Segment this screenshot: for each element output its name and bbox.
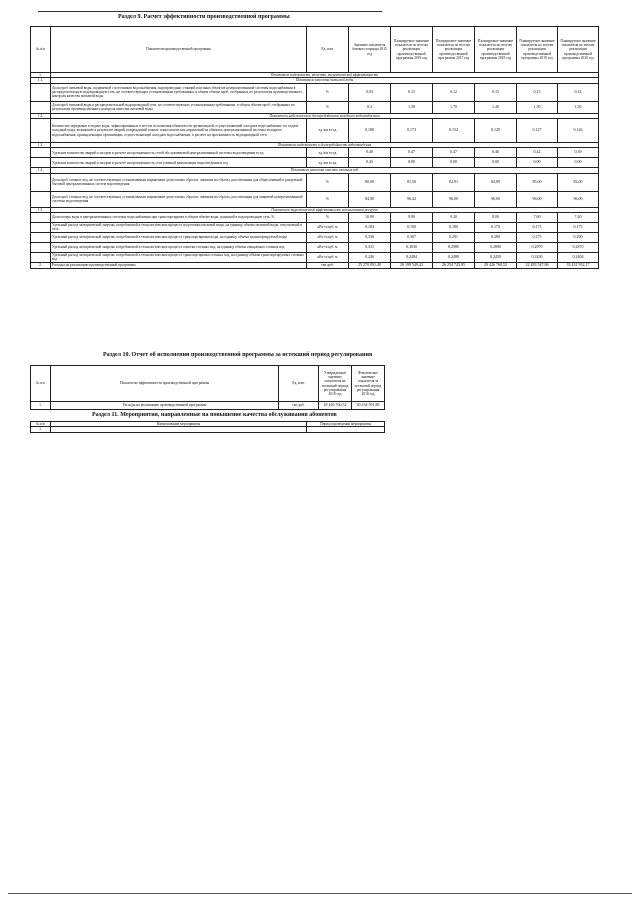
value-cell: 33 431 932,17	[558, 262, 599, 268]
group-heading: Показатели качества питьевой воды	[51, 78, 599, 83]
row-number	[31, 232, 51, 242]
value-cell: 1,30	[517, 101, 558, 113]
row-number: 1.1.	[31, 78, 51, 83]
efficiency-table	[30, 26, 599, 269]
row-number	[31, 118, 51, 142]
indicator-name: Удельное количество аварий и засоров в расчете на протяженность сети уличной канализации водоотведения в год	[51, 158, 307, 168]
table-row	[31, 222, 599, 232]
value-cell: 0,173	[391, 118, 433, 142]
value-cell: 1,30	[558, 101, 599, 113]
indicator-name: Удельный расход электрической энергии, потребляемой в технологическом процессе транспортировки сточных вод, на единицу объема транспортируемых сточных вод	[51, 252, 307, 262]
column-header: Наименование мероприятия	[51, 422, 307, 427]
section-11-title: Раздел 11. Мероприятия, направленные на повышение качества обслуживания абонентов	[92, 412, 337, 418]
value-cell: 1,70	[433, 101, 475, 113]
value-cell: 0,15	[475, 83, 517, 101]
table-row	[31, 252, 599, 262]
value-cell: 7,40	[558, 212, 599, 222]
value-cell: 0,39	[558, 148, 599, 158]
column-header: Планируемое значение показателя по итогам реализации производственной программы 2019 год	[517, 27, 558, 73]
value-cell: 0,2970	[517, 242, 558, 252]
value-cell: 26 199 549,42	[391, 262, 433, 268]
row-number	[31, 101, 51, 113]
unit-cell: кВт×ч/куб. м	[307, 222, 349, 232]
value-cell: 0,00	[558, 158, 599, 168]
table-row	[31, 158, 599, 168]
value-cell: 0,291	[433, 232, 475, 242]
table-row	[31, 232, 599, 242]
unit-cell: кВт×ч/куб. м	[307, 252, 349, 262]
value-cell: 96,42	[391, 191, 433, 207]
indicator-name: Доля проб сточных вод, не соответствующих установленным нормативам допустимых сбросов, лимитам на сбросы, рассчитанная для общесплавной и раздельной бытовой централизованных систем водоотведения	[51, 173, 307, 191]
row-number	[31, 212, 51, 222]
row-number: 1.	[31, 73, 51, 78]
value-cell: 0,47	[391, 148, 433, 158]
indicator-name: Расходы на реализацию производственной программы	[51, 262, 307, 268]
row-number	[31, 173, 51, 191]
value-cell: 96,00	[433, 191, 475, 207]
value-cell: 1,40	[475, 101, 517, 113]
value-cell: 0,48	[349, 148, 391, 158]
value-cell: 0,2404	[558, 252, 599, 262]
indicator-name: Удельный расход электрической энергии, потребляемой в технологическом процессе очистки сточных вод, на единицу объема очищаемых сточных вод	[51, 242, 307, 252]
column-header: Ед. изм.	[307, 27, 349, 73]
unit-cell: %	[307, 83, 349, 101]
value-cell: 0,2430	[517, 252, 558, 262]
column-header: Планируемое значение показателя по итогам реализации производственной программы 2017 год	[433, 27, 475, 73]
value-cell: 10,00	[349, 212, 391, 222]
column-header: Показатели эффективности производственной программы	[51, 366, 279, 402]
indicator-name: Расходы на реализацию производственной программы	[51, 402, 279, 410]
section-9-title: Раздел 9. Расчет эффективности производственной программы	[118, 14, 290, 20]
top-rule	[38, 11, 382, 12]
value-cell: 82,91	[433, 173, 475, 191]
table-header-row	[31, 366, 385, 402]
value-cell: 0,2488	[433, 252, 475, 262]
column-header: Ед. изм.	[279, 366, 319, 402]
value-cell: 0,2870	[558, 242, 599, 252]
indicator-name: Удельный расход электрической энергии, потребляемой в технологическом процессе транспортировки воды, на единицу объема транспортируемой воды	[51, 232, 307, 242]
total-row	[31, 262, 599, 268]
section-10-title: Раздел 10. Отчет об исполнении производственной программы за истекший период регулирования	[103, 352, 373, 358]
unit-cell: кВт×ч/куб. м	[307, 242, 349, 252]
value-cell: 1,30	[391, 101, 433, 113]
value-cell: 25 270 091,40	[349, 262, 391, 268]
table-row	[31, 83, 599, 101]
row-number: 1.	[31, 402, 51, 410]
row-number: 1.5.	[31, 207, 51, 212]
value-cell: 0,246	[349, 252, 391, 262]
value-cell: 0,289	[475, 232, 517, 242]
value-cell: 0,180	[349, 118, 391, 142]
value-cell: 96,00	[475, 191, 517, 207]
unit-cell: тыс.руб.	[307, 262, 349, 268]
row-number	[31, 252, 51, 262]
value-cell: 0,15	[391, 83, 433, 101]
value-cell: 0,03	[349, 83, 391, 101]
column-header: Планируемое значение показателя по итогам реализации производственной программы 2020 год	[558, 27, 599, 73]
bottom-rule	[8, 893, 632, 894]
value-cell: 0,47	[433, 148, 475, 158]
value-cell: 0,330	[349, 232, 391, 242]
row-number: 1.4.	[31, 168, 51, 173]
unit-cell: ед./км в год	[307, 118, 349, 142]
value-cell: 96,00	[558, 191, 599, 207]
value-cell: 0,15	[517, 83, 558, 101]
value-cell: 0,2484	[391, 252, 433, 262]
value-cell: 0,275	[517, 232, 558, 242]
group-heading: Показатели энергетической эффективности использования ресурсов	[51, 207, 599, 212]
value-cell: 7,60	[517, 212, 558, 222]
value-cell: 0,331	[349, 242, 391, 252]
indicator-name: Удельный расход электрической энергии, потребляемой в технологическом процессе подготовки питьевой воды, на единицу объема питьевой воды, отпускаемой в сеть	[51, 222, 307, 232]
indicator-name: Доля проб питьевой воды, подаваемой с источников водоснабжения, водопроводных станций или иных объектов централизованной системы водоснабжения в распределительную водопроводную сеть, не соответствующих установленным требованиям, в общем объеме проб, отобранных по результатам производственного контроля качества питьевой воды	[51, 83, 307, 101]
value-cell: 0,42	[517, 148, 558, 158]
column-header: Фактическое значение показателя за истекший период регулирования 2018 год	[352, 366, 385, 402]
value-cell: 9,80	[391, 212, 433, 222]
report-table	[30, 365, 385, 410]
value-cell: 32 483 547,96	[517, 262, 558, 268]
value-cell: 0,00	[475, 158, 517, 168]
value-cell: 81,50	[391, 173, 433, 191]
row-number	[31, 191, 51, 207]
value-cell: 0,290	[558, 232, 599, 242]
value-cell: 0,12	[558, 83, 599, 101]
value-cell: 0,175	[558, 222, 599, 232]
column-header: № п/п	[31, 366, 51, 402]
value-cell: 29 426 760,52	[319, 402, 352, 410]
value-cell: 26 254 745,95	[433, 262, 475, 268]
table-row	[31, 148, 599, 158]
row-number	[31, 83, 51, 101]
indicator-name: Количество перерывов в подаче воды, зафиксированных в местах исполнения обязательств организацией, осуществляющей холодное водоснабжение, по подаче холодной воды, возникших в результате аварий, повреждений и иных технологических нарушений на объектах централизованной системы холодного водоснабжения, принадлежащих организации, осуществляющей холодное водоснабжение, в расчете на протяженность водопроводной сети	[51, 118, 307, 142]
value-cell: 30 234 591,89	[352, 402, 385, 410]
value-cell: 0,3	[349, 101, 391, 113]
unit-cell: тыс.руб.	[279, 402, 319, 410]
row-number: 1.	[31, 427, 51, 432]
value-cell: 0,152	[433, 118, 475, 142]
table-row	[31, 101, 599, 113]
value-cell: 0,00	[517, 158, 558, 168]
indicator-name: Удельное количество аварий и засоров в расчете на протяженность сетей обслуживаемой централизованной системы водоотведения в год	[51, 148, 307, 158]
unit-cell: кВт×ч/куб. м	[307, 232, 349, 242]
value-cell: 82,00	[558, 173, 599, 191]
value-cell: 84,00	[349, 191, 391, 207]
value-cell: 0,170	[475, 222, 517, 232]
value-cell: 80,00	[349, 173, 391, 191]
unit-cell: %	[307, 173, 349, 191]
measure-period	[307, 427, 385, 432]
table-row	[31, 118, 599, 142]
table-row	[31, 242, 599, 252]
value-cell: 85,00	[517, 173, 558, 191]
indicator-name: Доля проб сточных вод, не соответствующих установленным нормативам допустимых сбросов, лимитам на сбросы, рассчитанная для ливневой централизованной системы водоотведения	[51, 191, 307, 207]
value-cell: 0,190	[391, 222, 433, 232]
row-number	[31, 222, 51, 232]
value-cell: 0,2890	[475, 242, 517, 252]
table-row	[31, 173, 599, 191]
value-cell: 0,2980	[433, 242, 475, 252]
value-cell: 0,180	[433, 222, 475, 232]
column-header: Показатели производственной программы	[51, 27, 307, 73]
value-cell: 0,46	[475, 148, 517, 158]
unit-cell: ед./км в год	[307, 148, 349, 158]
table-row	[31, 191, 599, 207]
value-cell: 0,00	[433, 158, 475, 168]
value-cell: 0,2450	[475, 252, 517, 262]
row-number	[31, 158, 51, 168]
unit-cell: ед./км в год	[307, 158, 349, 168]
value-cell: 0,12	[433, 83, 475, 101]
group-heading: Показатели надежности и бесперебойности водоотведения	[51, 142, 599, 147]
unit-cell: %	[307, 212, 349, 222]
value-cell: 0,126	[558, 118, 599, 142]
group-heading: Показатели надежности и бесперебойности холодного водоснабжения	[51, 113, 599, 118]
measure-name	[51, 427, 307, 432]
column-header: Значение показателя базового периода 2015 год	[349, 27, 391, 73]
value-cell: 9,20	[433, 212, 475, 222]
unit-cell: %	[307, 101, 349, 113]
group-heading: Показатели надежности, качества, энергетической эффективности	[51, 73, 599, 78]
row-number	[31, 242, 51, 252]
group-heading: Показатели качества очистки сточных вод	[51, 168, 599, 173]
row-number: 2.	[31, 262, 51, 268]
indicator-name: Доля потерь воды в централизованных системах водоснабжения при транспортировке в общем объеме воды, поданной в водопроводную сеть, %	[51, 212, 307, 222]
column-header: Период проведения мероприятия	[307, 422, 385, 427]
column-header: № п/п	[31, 422, 51, 427]
table-row	[31, 212, 599, 222]
value-cell: 82,89	[475, 173, 517, 191]
row-number	[31, 148, 51, 158]
column-header: Утвержденное значение показателя на истекший период регулирования 2018 год	[319, 366, 352, 402]
column-header: Планируемое значение показателя по итогам реализации производственной программы 2018 год	[475, 27, 517, 73]
value-cell: 0,307	[391, 232, 433, 242]
value-cell: 0,00	[391, 158, 433, 168]
value-cell: 8,00	[475, 212, 517, 222]
row-number: 1.3.	[31, 142, 51, 147]
value-cell: 96,00	[517, 191, 558, 207]
measures-table	[30, 421, 385, 433]
unit-cell: %	[307, 191, 349, 207]
value-cell: 0,175	[517, 222, 558, 232]
column-header: Планируемое значение показателя по итогам реализации производственной программы 2016 год	[391, 27, 433, 73]
table-header-row	[31, 27, 599, 73]
value-cell: 0,129	[475, 118, 517, 142]
value-cell: 0,3030	[391, 242, 433, 252]
value-cell: 0,45	[349, 158, 391, 168]
column-header: № п/п	[31, 27, 51, 73]
value-cell: 0,127	[517, 118, 558, 142]
table-row	[31, 402, 385, 410]
row-number: 1.2.	[31, 113, 51, 118]
indicator-name: Доля проб питьевой воды в распределительной водопроводной сети, не соответствующих установленным требованиям, в общем объеме проб, отобранных по результатам производственного контроля качества питьевой воды	[51, 101, 307, 113]
value-cell: 29 426 760,52	[475, 262, 517, 268]
value-cell: 0,184	[349, 222, 391, 232]
table-row	[31, 427, 385, 432]
